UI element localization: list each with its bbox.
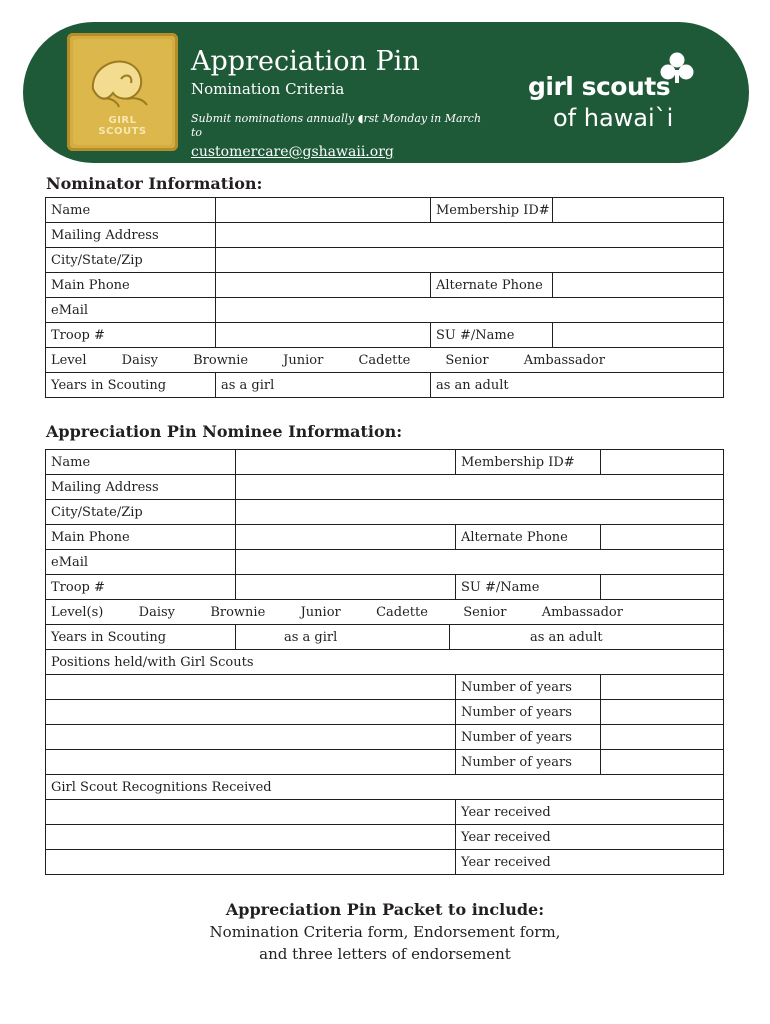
level-option-senior[interactable]: Senior <box>463 604 507 620</box>
table-row <box>46 525 724 550</box>
table-row <box>46 600 724 625</box>
mailing-address-label: Mailing Address <box>46 475 236 500</box>
main-phone-label: Main Phone <box>46 273 216 298</box>
nominator-su-name-field[interactable] <box>553 323 724 348</box>
table-row <box>46 550 724 575</box>
years-in-scouting-label: Years in Scouting <box>46 625 236 650</box>
as-a-girl-label: as a girl <box>284 629 338 645</box>
nominee-su-name-field[interactable] <box>601 575 724 600</box>
nominator-email-field[interactable] <box>216 298 724 323</box>
level-option-senior[interactable]: Senior <box>445 352 489 368</box>
recognition-field[interactable] <box>46 825 456 850</box>
position-field[interactable] <box>46 700 456 725</box>
table-row <box>46 298 724 323</box>
number-of-years-field[interactable] <box>601 750 724 775</box>
number-of-years-label: Number of years <box>456 725 601 750</box>
nominee-heading: Appreciation Pin Nominee Information: <box>46 422 403 441</box>
nominator-name-field[interactable] <box>216 198 431 223</box>
logo-text-girl-scouts: girl scouts <box>528 72 671 101</box>
nominee-membership-id-field[interactable] <box>601 450 724 475</box>
nominee-mailing-address-field[interactable] <box>236 475 724 500</box>
table-row <box>46 500 724 525</box>
page-title: Appreciation Pin <box>191 46 420 77</box>
number-of-years-field[interactable] <box>601 700 724 725</box>
level-option-junior[interactable]: Junior <box>300 604 341 620</box>
level-option-junior[interactable]: Junior <box>283 352 324 368</box>
level-label: Level(s) <box>51 604 104 620</box>
nominator-main-phone-field[interactable] <box>216 273 431 298</box>
troop-label: Troop # <box>46 575 236 600</box>
contact-email-link[interactable]: customercare@gshawaii.org <box>191 144 394 160</box>
nominee-level-row <box>46 600 724 625</box>
name-label: Name <box>46 198 216 223</box>
pin-label: GIRL SCOUTS <box>98 115 147 137</box>
number-of-years-field[interactable] <box>601 725 724 750</box>
logo-text-of-hawaii: of hawai`i <box>553 104 674 132</box>
nominee-name-field[interactable] <box>236 450 456 475</box>
year-received-label[interactable]: Year received <box>456 800 724 825</box>
nominee-email-field[interactable] <box>236 550 724 575</box>
city-state-zip-label: City/State/Zip <box>46 500 236 525</box>
name-label: Name <box>46 450 236 475</box>
table-row <box>46 373 724 398</box>
table-row <box>46 198 724 223</box>
table-row <box>46 725 724 750</box>
membership-id-label: Membership ID# <box>456 450 601 475</box>
table-row <box>46 750 724 775</box>
email-label: eMail <box>46 550 236 575</box>
nominator-level-row <box>46 348 724 373</box>
years-in-scouting-label: Years in Scouting <box>46 373 216 398</box>
table-row <box>46 800 724 825</box>
nominee-years-as-girl-field[interactable] <box>236 625 450 650</box>
table-row <box>46 348 724 373</box>
alternate-phone-label: Alternate Phone <box>431 273 553 298</box>
level-option-ambassador[interactable]: Ambassador <box>523 352 605 368</box>
submission-note: Submit nominations annually ◖rst Monday in March to <box>191 112 482 139</box>
level-option-daisy[interactable]: Daisy <box>138 604 176 620</box>
level-option-ambassador[interactable]: Ambassador <box>541 604 623 620</box>
email-label: eMail <box>46 298 216 323</box>
position-field[interactable] <box>46 675 456 700</box>
number-of-years-label: Number of years <box>456 675 601 700</box>
nominator-troop-field[interactable] <box>216 323 431 348</box>
nominator-membership-id-field[interactable] <box>553 198 724 223</box>
year-received-label[interactable]: Year received <box>456 850 724 875</box>
mailing-address-label: Mailing Address <box>46 223 216 248</box>
table-row <box>46 850 724 875</box>
number-of-years-field[interactable] <box>601 675 724 700</box>
level-option-brownie[interactable]: Brownie <box>210 604 266 620</box>
nominee-city-state-zip-field[interactable] <box>236 500 724 525</box>
table-row <box>46 273 724 298</box>
as-an-adult-label: as an adult <box>530 629 603 645</box>
nominator-heading: Nominator Information: <box>46 174 263 193</box>
level-option-daisy[interactable]: Daisy <box>121 352 158 368</box>
recognition-field[interactable] <box>46 800 456 825</box>
recognition-field[interactable] <box>46 850 456 875</box>
nominee-years-as-adult-field[interactable] <box>450 625 724 650</box>
nominator-city-state-zip-field[interactable] <box>216 248 724 273</box>
nominee-alternate-phone-field[interactable] <box>601 525 724 550</box>
table-row <box>46 475 724 500</box>
number-of-years-label: Number of years <box>456 750 601 775</box>
nominator-years-as-girl-field[interactable]: as a girl <box>216 373 431 398</box>
alternate-phone-label: Alternate Phone <box>456 525 601 550</box>
nominee-table <box>45 449 724 875</box>
nominator-alternate-phone-field[interactable] <box>553 273 724 298</box>
table-row <box>46 575 724 600</box>
table-row <box>46 700 724 725</box>
table-row <box>46 650 724 675</box>
position-field[interactable] <box>46 750 456 775</box>
troop-label: Troop # <box>46 323 216 348</box>
level-option-cadette[interactable]: Cadette <box>376 604 428 620</box>
table-row <box>46 450 724 475</box>
city-state-zip-label: City/State/Zip <box>46 248 216 273</box>
su-name-label: SU #/Name <box>456 575 601 600</box>
level-option-cadette[interactable]: Cadette <box>358 352 411 368</box>
number-of-years-label: Number of years <box>456 700 601 725</box>
nominator-table <box>45 197 724 398</box>
year-received-label[interactable]: Year received <box>456 825 724 850</box>
table-row <box>46 323 724 348</box>
positions-held-label: Positions held/with Girl Scouts <box>46 650 724 675</box>
level-option-brownie[interactable]: Brownie <box>193 352 249 368</box>
level-label: Level <box>51 352 87 368</box>
su-name-label: SU #/Name <box>431 323 553 348</box>
recognitions-label: Girl Scout Recognitions Received <box>46 775 724 800</box>
page-subtitle: Nomination Criteria <box>191 80 345 98</box>
girl-scouts-logo <box>528 52 698 142</box>
table-row <box>46 223 724 248</box>
table-row <box>46 625 724 650</box>
table-row <box>46 248 724 273</box>
nominator-years-as-adult-field[interactable]: as an adult <box>431 373 724 398</box>
table-row <box>46 825 724 850</box>
packet-line-2: and three letters of endorsement <box>259 945 511 963</box>
nominee-troop-field[interactable] <box>236 575 456 600</box>
nominee-main-phone-field[interactable] <box>236 525 456 550</box>
position-field[interactable] <box>46 725 456 750</box>
membership-id-label: Membership ID# <box>431 198 553 223</box>
main-phone-label: Main Phone <box>46 525 236 550</box>
appreciation-pin-image <box>67 33 178 151</box>
packet-title: Appreciation Pin Packet to include: <box>225 900 545 919</box>
packet-line-1: Nomination Criteria form, Endorsement form, <box>209 923 561 941</box>
table-row <box>46 675 724 700</box>
nominator-mailing-address-field[interactable] <box>216 223 724 248</box>
table-row <box>46 775 724 800</box>
